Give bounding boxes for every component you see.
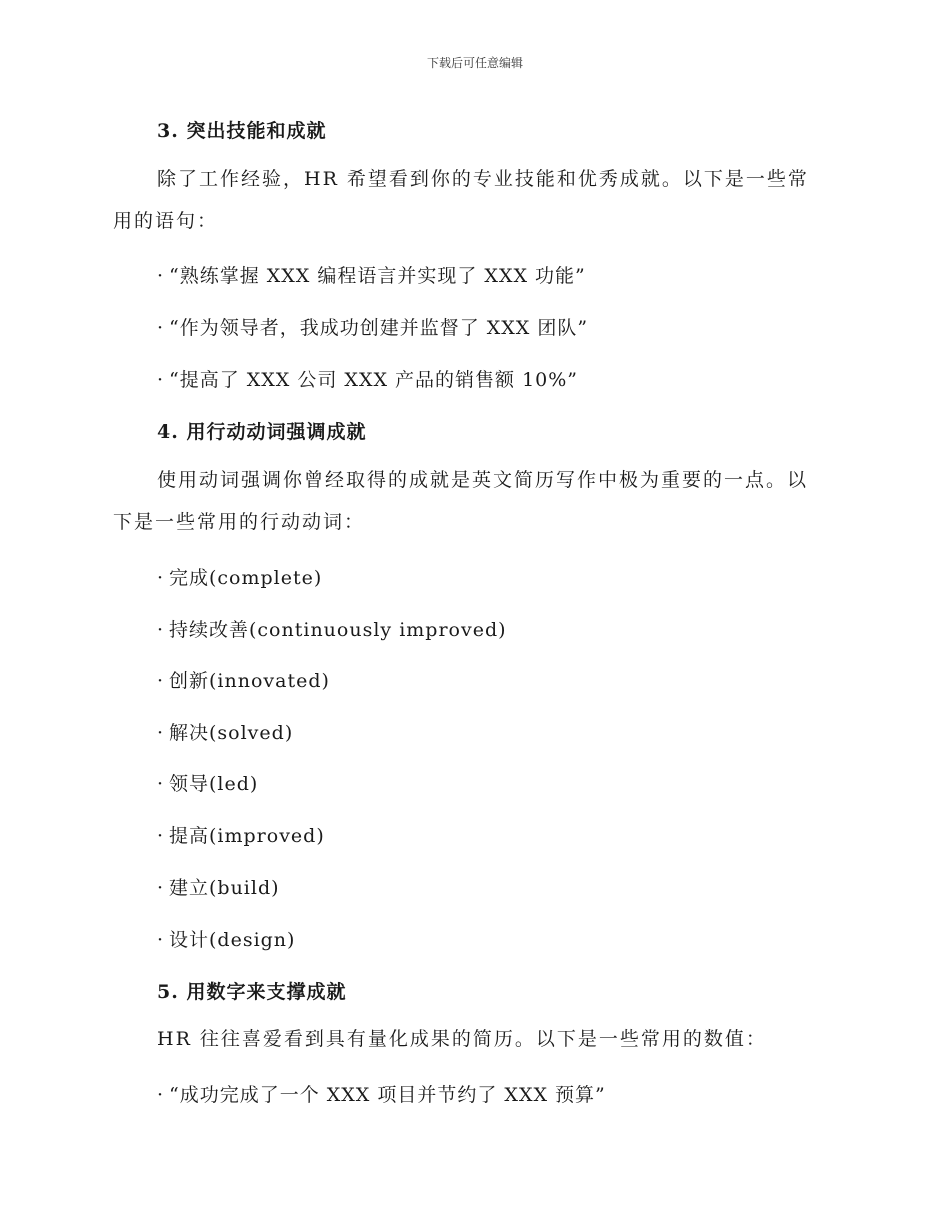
bullet-icon: · <box>157 567 165 589</box>
list-item: · 创新(innovated) <box>157 670 330 692</box>
bullet-icon: · <box>157 722 165 744</box>
section-3-paragraph: 除了工作经验，HR 希望看到你的专业技能和优秀成就。以下是一些常用的语句： <box>113 168 809 232</box>
list-item: · “作为领导者，我成功创建并监督了 XXX 团队” <box>157 317 589 339</box>
header-note: 下载后可任意编辑 <box>426 56 523 70</box>
bullet-icon: · <box>157 1084 165 1106</box>
bullet-icon: · <box>157 877 165 899</box>
bullet-icon: · <box>157 317 165 339</box>
section-4-heading: 4. 用行动动词强调成就 <box>157 421 367 443</box>
section-4-paragraph: 使用动词强调你曾经取得的成就是英文简历写作中极为重要的一点。以下是一些常用的行动动词： <box>113 469 809 533</box>
bullet-icon: · <box>157 369 165 391</box>
list-item: · “成功完成了一个 XXX 项目并节约了 XXX 预算” <box>157 1084 606 1106</box>
bullet-icon: · <box>157 825 165 847</box>
section-5-heading: 5. 用数字来支撑成就 <box>157 981 347 1003</box>
list-item: · 建立(build) <box>157 877 280 899</box>
bullet-icon: · <box>157 619 165 641</box>
list-item: · 提高(improved) <box>157 825 325 847</box>
bullet-icon: · <box>157 670 165 692</box>
list-item: · “提高了 XXX 公司 XXX 产品的销售额 10%” <box>157 369 579 391</box>
bullet-icon: · <box>157 773 165 795</box>
list-item: · 持续改善(continuously improved) <box>157 619 507 641</box>
list-item: · 解决(solved) <box>157 722 294 744</box>
section-5-paragraph: HR 往往喜爱看到具有量化成果的简历。以下是一些常用的数值： <box>157 1028 767 1050</box>
list-item: · 完成(complete) <box>157 567 323 589</box>
bullet-icon: · <box>157 265 165 287</box>
bullet-icon: · <box>157 929 165 951</box>
list-item: · 设计(design) <box>157 929 296 951</box>
list-item: · 领导(led) <box>157 773 259 795</box>
list-item: · “熟练掌握 XXX 编程语言并实现了 XXX 功能” <box>157 265 586 287</box>
section-3-heading: 3. 突出技能和成就 <box>157 120 327 142</box>
